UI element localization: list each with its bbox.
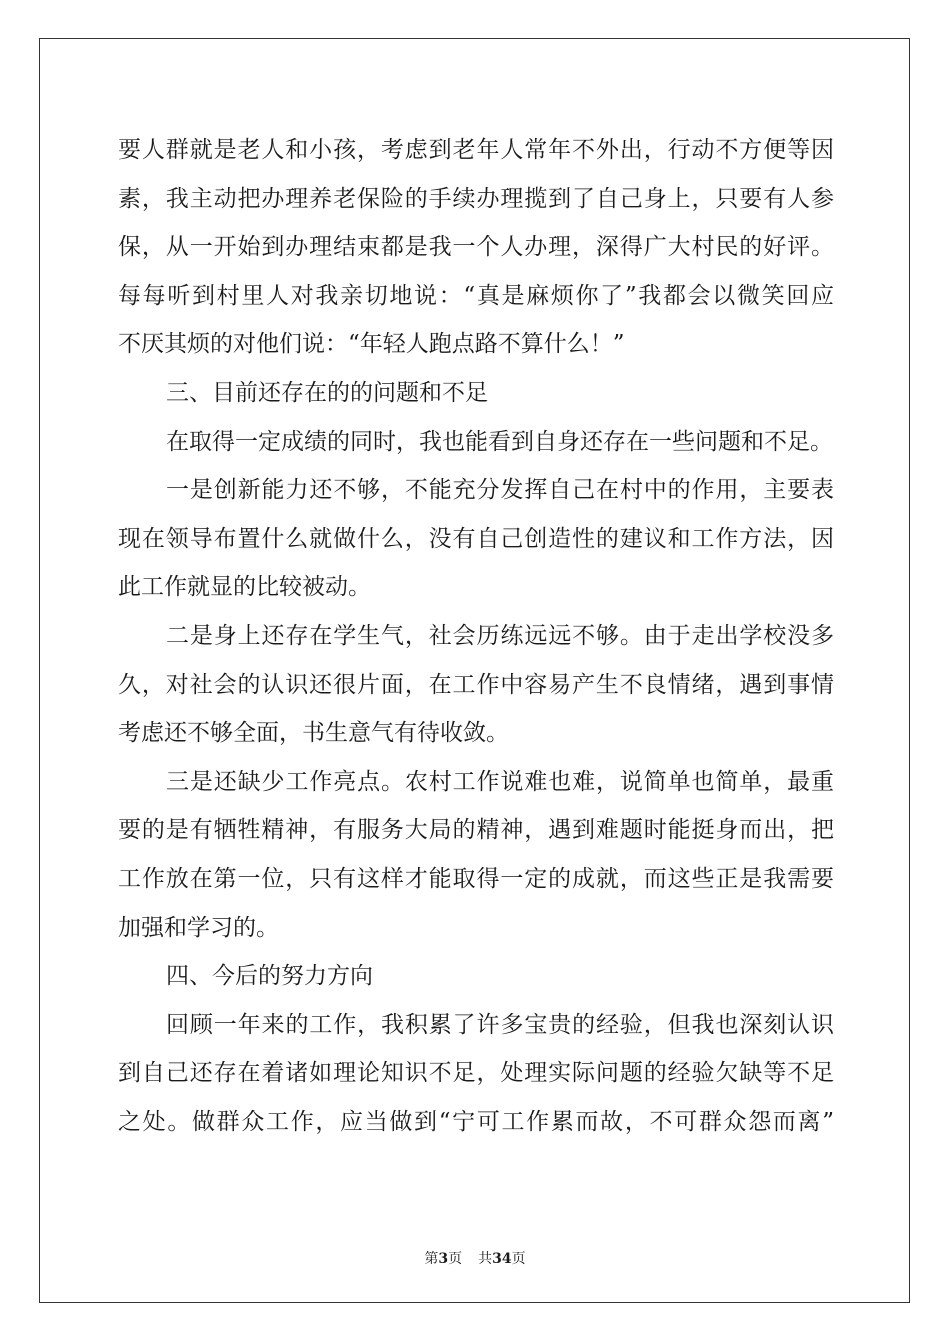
text-line: 每每听到村里人对我亲切地说：“真是麻烦你了”我都会以微笑回应 xyxy=(118,282,834,309)
section-heading: 四、今后的努力方向 xyxy=(166,963,373,990)
total-pages: 34 xyxy=(492,1251,512,1267)
text-line: 二是身上还存在学生气，社会历练远远不够。由于走出学校没多 xyxy=(166,622,834,649)
text-line: 一是创新能力还不够，不能充分发挥自己在村中的作用，主要表 xyxy=(166,477,834,504)
text-line: 到自己还存在着诸如理论知识不足，处理实际问题的经验欠缺等不足 xyxy=(118,1060,834,1087)
text-line: 三是还缺少工作亮点。农村工作说难也难，说简单也简单，最重 xyxy=(166,768,834,795)
text-line: 在取得一定成绩的同时，我也能看到自身还存在一些问题和不足。 xyxy=(166,428,833,455)
document-body xyxy=(118,126,834,1146)
text-line: 不厌其烦的对他们说：“年轻人跑点路不算什么！” xyxy=(118,331,625,358)
page-number: 3 xyxy=(438,1251,449,1267)
text-line: 现在领导布置什么就做什么，没有自己创造性的建议和工作方法，因 xyxy=(118,525,834,552)
text-line: 考虑还不够全面，书生意气有待收敛。 xyxy=(118,720,509,747)
page-footer xyxy=(0,1248,950,1268)
text-line: 回顾一年来的工作，我积累了许多宝贵的经验，但我也深刻认识 xyxy=(166,1011,834,1038)
text-line: 保，从一开始到办理结束都是我一个人办理，深得广大村民的好评。 xyxy=(118,234,834,261)
page-prefix: 第 xyxy=(424,1251,439,1267)
page-suffix: 页 xyxy=(448,1251,463,1267)
total-prefix: 共 xyxy=(478,1251,493,1267)
text-line: 要人群就是老人和小孩，考虑到老年人常年不外出，行动不方便等因 xyxy=(118,137,834,163)
text-line: 素，我主动把办理养老保险的手续办理揽到了自己身上，只要有人参 xyxy=(118,185,834,212)
text-line: 之处。做群众工作，应当做到“宁可工作累而故，不可群众怨而离” xyxy=(118,1108,834,1135)
total-suffix: 页 xyxy=(511,1251,526,1267)
text-line: 工作放在第一位，只有这样才能取得一定的成就，而这些正是我需要 xyxy=(118,865,834,892)
text-line: 久，对社会的认识还很片面，在工作中容易产生不良情绪，遇到事情 xyxy=(118,671,834,698)
text-line: 加强和学习的。 xyxy=(118,914,279,941)
text-line: 要的是有牺牲精神，有服务大局的精神，遇到难题时能挺身而出，把 xyxy=(118,817,834,844)
section-heading: 三、目前还存在的的问题和不足 xyxy=(166,379,488,406)
text-line: 此工作就显的比较被动。 xyxy=(118,574,371,601)
